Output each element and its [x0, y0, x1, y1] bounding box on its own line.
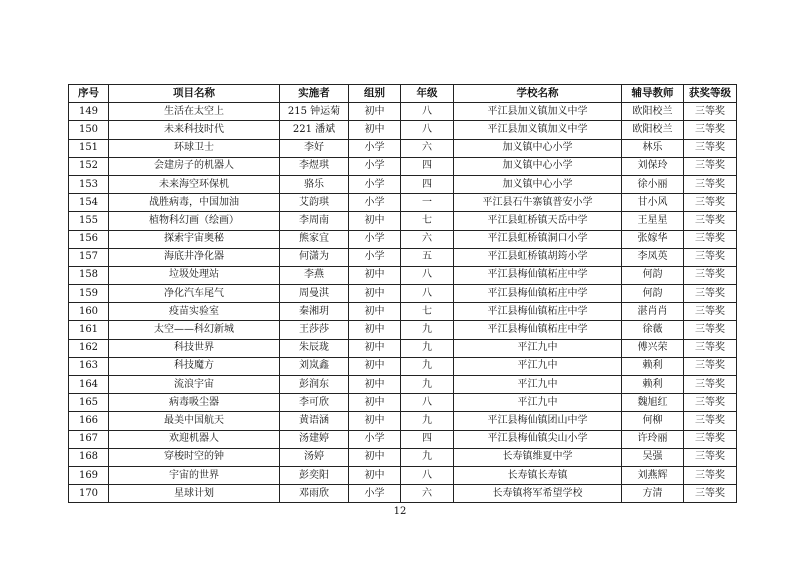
table-row	[69, 412, 737, 430]
project-name-cell: 战胜病毒，中国加油	[109, 194, 280, 212]
project-name-cell: 星球计划	[109, 485, 280, 503]
teacher-cell: 何韵	[622, 285, 684, 303]
school-name-cell: 加义镇中心小学	[454, 157, 622, 175]
serial-number-cell: 161	[69, 321, 109, 339]
author-cell: 李好	[280, 139, 349, 157]
grade-cell: 九	[401, 376, 454, 394]
school-name-cell: 平江九中	[454, 357, 622, 375]
award-level-cell: 三等奖	[684, 376, 737, 394]
teacher-cell: 魏旭红	[622, 394, 684, 412]
group-cell: 初中	[349, 448, 401, 466]
grade-cell: 八	[401, 394, 454, 412]
teacher-cell: 徐小丽	[622, 175, 684, 193]
award-level-cell: 三等奖	[684, 339, 737, 357]
serial-number-cell: 156	[69, 230, 109, 248]
school-name-cell: 平江县虹桥镇胡筠小学	[454, 248, 622, 266]
teacher-cell: 吴强	[622, 448, 684, 466]
project-name-cell: 植物科幻画（绘画）	[109, 212, 280, 230]
school-name-cell: 平江县加义镇加义中学	[454, 121, 622, 139]
teacher-cell: 方清	[622, 485, 684, 503]
teacher-cell: 傅兴荣	[622, 339, 684, 357]
grade-cell: 九	[401, 448, 454, 466]
grade-cell: 四	[401, 175, 454, 193]
author-cell: 彭奕阳	[280, 466, 349, 484]
table-row	[69, 357, 737, 375]
grade-cell: 六	[401, 485, 454, 503]
grade-cell: 五	[401, 248, 454, 266]
award-level-cell: 三等奖	[684, 139, 737, 157]
group-cell: 初中	[349, 394, 401, 412]
project-name-cell: 最美中国航天	[109, 412, 280, 430]
header-school-name: 学校名称	[454, 85, 622, 103]
group-cell: 小学	[349, 430, 401, 448]
award-level-cell: 三等奖	[684, 285, 737, 303]
serial-number-cell: 149	[69, 103, 109, 121]
grade-cell: 四	[401, 430, 454, 448]
school-name-cell: 平江县梅仙镇团山中学	[454, 412, 622, 430]
project-name-cell: 未来科技时代	[109, 121, 280, 139]
author-cell: 汤建婷	[280, 430, 349, 448]
author-cell: 221 潘斌	[280, 121, 349, 139]
award-level-cell: 三等奖	[684, 448, 737, 466]
group-cell: 初中	[349, 321, 401, 339]
serial-number-cell: 157	[69, 248, 109, 266]
group-cell: 初中	[349, 466, 401, 484]
grade-cell: 八	[401, 103, 454, 121]
table-row	[69, 339, 737, 357]
header-serial-number: 序号	[69, 85, 109, 103]
table-row	[69, 248, 737, 266]
serial-number-cell: 153	[69, 175, 109, 193]
group-cell: 小学	[349, 157, 401, 175]
teacher-cell: 湛肖肖	[622, 303, 684, 321]
school-name-cell: 加义镇中心小学	[454, 175, 622, 193]
serial-number-cell: 162	[69, 339, 109, 357]
teacher-cell: 何柳	[622, 412, 684, 430]
grade-cell: 六	[401, 139, 454, 157]
award-level-cell: 三等奖	[684, 175, 737, 193]
grade-cell: 九	[401, 339, 454, 357]
award-level-cell: 三等奖	[684, 103, 737, 121]
project-name-cell: 环球卫士	[109, 139, 280, 157]
group-cell: 初中	[349, 303, 401, 321]
header-grade: 年级	[401, 85, 454, 103]
serial-number-cell: 168	[69, 448, 109, 466]
project-name-cell: 探索宇宙奥秘	[109, 230, 280, 248]
group-cell: 初中	[349, 121, 401, 139]
serial-number-cell: 163	[69, 357, 109, 375]
group-cell: 小学	[349, 230, 401, 248]
awards-table	[68, 84, 737, 503]
school-name-cell: 平江县虹桥镇洞口小学	[454, 230, 622, 248]
project-name-cell: 宇宙的世界	[109, 466, 280, 484]
award-level-cell: 三等奖	[684, 357, 737, 375]
award-level-cell: 三等奖	[684, 230, 737, 248]
author-cell: 215 钟运菊	[280, 103, 349, 121]
author-cell: 周曼淇	[280, 285, 349, 303]
author-cell: 刘岚鑫	[280, 357, 349, 375]
teacher-cell: 张嫁华	[622, 230, 684, 248]
table-row	[69, 175, 737, 193]
school-name-cell: 加义镇中心小学	[454, 139, 622, 157]
table-row	[69, 430, 737, 448]
grade-cell: 八	[401, 285, 454, 303]
author-cell: 李燕	[280, 266, 349, 284]
serial-number-cell: 165	[69, 394, 109, 412]
header-teacher: 辅导教师	[622, 85, 684, 103]
project-name-cell: 欢迎机器人	[109, 430, 280, 448]
grade-cell: 九	[401, 357, 454, 375]
group-cell: 小学	[349, 139, 401, 157]
table-row	[69, 466, 737, 484]
author-cell: 邓雨欣	[280, 485, 349, 503]
table-row	[69, 103, 737, 121]
table-row	[69, 448, 737, 466]
project-name-cell: 净化汽车尾气	[109, 285, 280, 303]
table-row	[69, 485, 737, 503]
teacher-cell: 林乐	[622, 139, 684, 157]
table-row	[69, 321, 737, 339]
serial-number-cell: 155	[69, 212, 109, 230]
table-row	[69, 303, 737, 321]
teacher-cell: 赖利	[622, 376, 684, 394]
table-row	[69, 139, 737, 157]
teacher-cell: 何韵	[622, 266, 684, 284]
author-cell: 何潇为	[280, 248, 349, 266]
table-row	[69, 285, 737, 303]
group-cell: 小学	[349, 485, 401, 503]
grade-cell: 一	[401, 194, 454, 212]
award-level-cell: 三等奖	[684, 321, 737, 339]
grade-cell: 八	[401, 466, 454, 484]
serial-number-cell: 170	[69, 485, 109, 503]
serial-number-cell: 169	[69, 466, 109, 484]
teacher-cell: 甘小风	[622, 194, 684, 212]
teacher-cell: 欧阳校兰	[622, 103, 684, 121]
project-name-cell: 太空——科幻新城	[109, 321, 280, 339]
table-row	[69, 194, 737, 212]
teacher-cell: 赖利	[622, 357, 684, 375]
table-row	[69, 376, 737, 394]
serial-number-cell: 164	[69, 376, 109, 394]
project-name-cell: 垃圾处理站	[109, 266, 280, 284]
table-row	[69, 266, 737, 284]
school-name-cell: 平江县梅仙镇柘庄中学	[454, 303, 622, 321]
group-cell: 初中	[349, 103, 401, 121]
school-name-cell: 长寿镇维夏中学	[454, 448, 622, 466]
school-name-cell: 平江九中	[454, 339, 622, 357]
group-cell: 初中	[349, 212, 401, 230]
teacher-cell: 许玲丽	[622, 430, 684, 448]
author-cell: 李周南	[280, 212, 349, 230]
serial-number-cell: 158	[69, 266, 109, 284]
school-name-cell: 平江九中	[454, 376, 622, 394]
grade-cell: 八	[401, 121, 454, 139]
table-row	[69, 230, 737, 248]
school-name-cell: 平江县加义镇加义中学	[454, 103, 622, 121]
serial-number-cell: 150	[69, 121, 109, 139]
serial-number-cell: 154	[69, 194, 109, 212]
grade-cell: 七	[401, 303, 454, 321]
serial-number-cell: 160	[69, 303, 109, 321]
author-cell: 王莎莎	[280, 321, 349, 339]
header-row	[69, 85, 737, 103]
school-name-cell: 平江县梅仙镇柘庄中学	[454, 321, 622, 339]
author-cell: 朱辰珑	[280, 339, 349, 357]
award-level-cell: 三等奖	[684, 394, 737, 412]
author-cell: 骆乐	[280, 175, 349, 193]
grade-cell: 六	[401, 230, 454, 248]
header-author: 实施者	[280, 85, 349, 103]
table-row	[69, 121, 737, 139]
author-cell: 彭润东	[280, 376, 349, 394]
group-cell: 小学	[349, 194, 401, 212]
table-body	[69, 103, 737, 503]
serial-number-cell: 166	[69, 412, 109, 430]
project-name-cell: 流浪宇宙	[109, 376, 280, 394]
project-name-cell: 生活在太空上	[109, 103, 280, 121]
serial-number-cell: 151	[69, 139, 109, 157]
school-name-cell: 平江九中	[454, 394, 622, 412]
project-name-cell: 科技魔方	[109, 357, 280, 375]
group-cell: 初中	[349, 357, 401, 375]
school-name-cell: 平江县虹桥镇天岳中学	[454, 212, 622, 230]
school-name-cell: 长寿镇将军希望学校	[454, 485, 622, 503]
table-row	[69, 157, 737, 175]
teacher-cell: 欧阳校兰	[622, 121, 684, 139]
grade-cell: 八	[401, 266, 454, 284]
author-cell: 李可欣	[280, 394, 349, 412]
header-group: 组别	[349, 85, 401, 103]
header-award-level: 获奖等级	[684, 85, 737, 103]
school-name-cell: 平江县石牛寨镇普安小学	[454, 194, 622, 212]
award-level-cell: 三等奖	[684, 266, 737, 284]
award-level-cell: 三等奖	[684, 430, 737, 448]
school-name-cell: 长寿镇长寿镇	[454, 466, 622, 484]
project-name-cell: 疫苗实验室	[109, 303, 280, 321]
teacher-cell: 李凤英	[622, 248, 684, 266]
teacher-cell: 徐薇	[622, 321, 684, 339]
grade-cell: 七	[401, 212, 454, 230]
teacher-cell: 刘保玲	[622, 157, 684, 175]
school-name-cell: 平江县梅仙镇尖山小学	[454, 430, 622, 448]
serial-number-cell: 167	[69, 430, 109, 448]
author-cell: 李煜琪	[280, 157, 349, 175]
author-cell: 熊家宜	[280, 230, 349, 248]
school-name-cell: 平江县梅仙镇柘庄中学	[454, 266, 622, 284]
page-number: 12	[393, 506, 407, 517]
serial-number-cell: 159	[69, 285, 109, 303]
author-cell: 黄语涵	[280, 412, 349, 430]
award-level-cell: 三等奖	[684, 121, 737, 139]
serial-number-cell: 152	[69, 157, 109, 175]
author-cell: 秦湘玥	[280, 303, 349, 321]
group-cell: 初中	[349, 412, 401, 430]
teacher-cell: 刘燕辉	[622, 466, 684, 484]
table-row	[69, 212, 737, 230]
project-name-cell: 病毒吸尘器	[109, 394, 280, 412]
group-cell: 初中	[349, 339, 401, 357]
award-level-cell: 三等奖	[684, 412, 737, 430]
grade-cell: 九	[401, 412, 454, 430]
author-cell: 艾韵琪	[280, 194, 349, 212]
award-level-cell: 三等奖	[684, 194, 737, 212]
grade-cell: 九	[401, 321, 454, 339]
group-cell: 初中	[349, 376, 401, 394]
teacher-cell: 王星星	[622, 212, 684, 230]
table-row	[69, 394, 737, 412]
project-name-cell: 海底井净化器	[109, 248, 280, 266]
award-level-cell: 三等奖	[684, 157, 737, 175]
award-level-cell: 三等奖	[684, 248, 737, 266]
award-level-cell: 三等奖	[684, 485, 737, 503]
project-name-cell: 会建房子的机器人	[109, 157, 280, 175]
group-cell: 初中	[349, 266, 401, 284]
award-level-cell: 三等奖	[684, 303, 737, 321]
group-cell: 小学	[349, 175, 401, 193]
project-name-cell: 穿梭时空的钟	[109, 448, 280, 466]
group-cell: 初中	[349, 285, 401, 303]
award-level-cell: 三等奖	[684, 212, 737, 230]
project-name-cell: 未来海空环保机	[109, 175, 280, 193]
group-cell: 小学	[349, 248, 401, 266]
table-header	[69, 85, 737, 103]
award-level-cell: 三等奖	[684, 466, 737, 484]
header-project-name: 项目名称	[109, 85, 280, 103]
author-cell: 汤婷	[280, 448, 349, 466]
grade-cell: 四	[401, 157, 454, 175]
project-name-cell: 科技世界	[109, 339, 280, 357]
school-name-cell: 平江县梅仙镇柘庄中学	[454, 285, 622, 303]
